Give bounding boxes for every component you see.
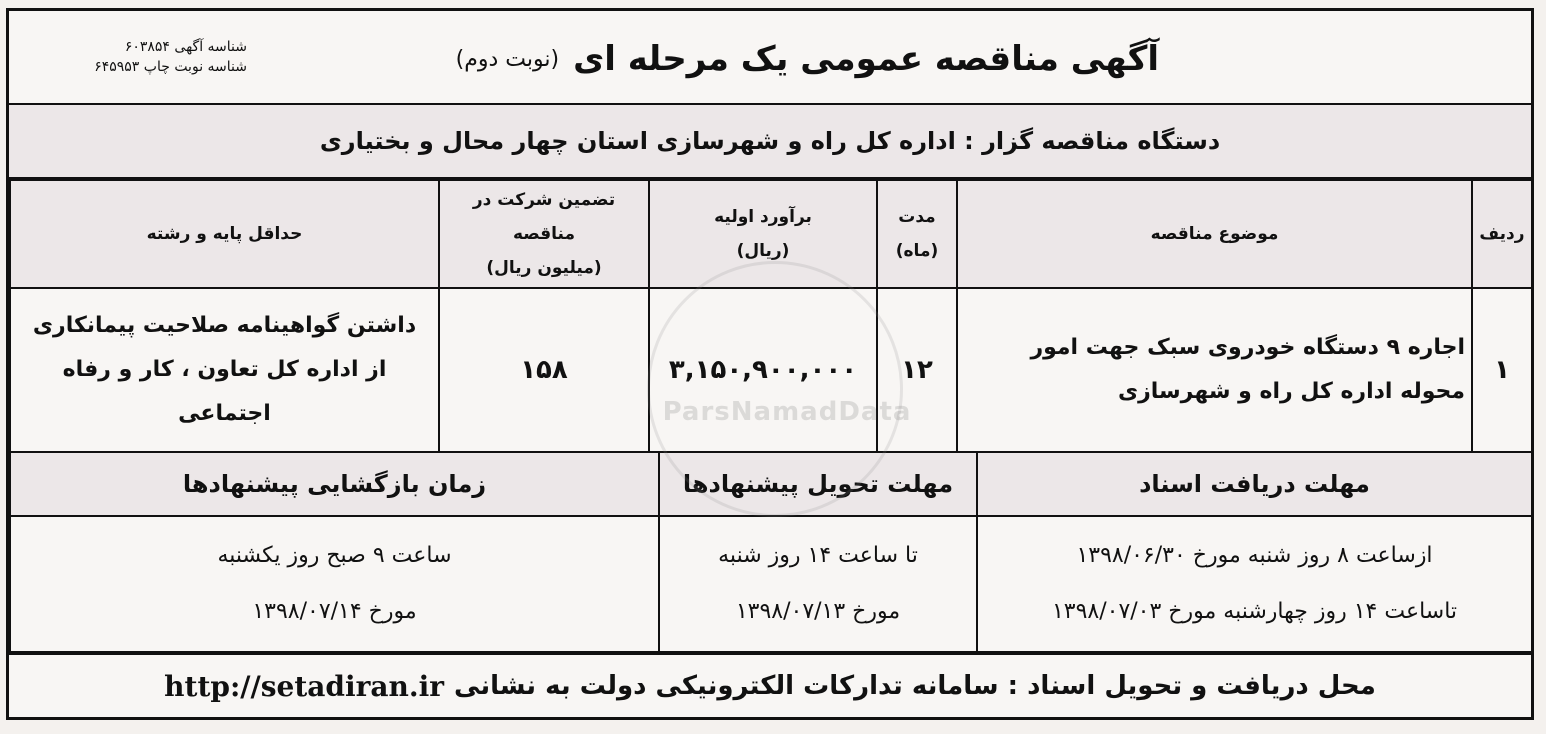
opening-time (10, 516, 659, 652)
row-subject-line-2: محوله اداره کل راه و شهرسازی (1117, 379, 1465, 404)
row-estimate: ۳,۱۵۰,۹۰۰,۰۰۰ (649, 288, 877, 452)
print-id: شناسه نوبت چاپ ۶۴۵۹۵۳ (94, 59, 247, 75)
notice-header (9, 11, 1531, 105)
delivery-deadline (659, 516, 977, 652)
opening-hour: ساعت ۹ صبح روز یکشنبه (217, 543, 452, 568)
footer (9, 653, 1531, 717)
row-number: ۱ (1472, 288, 1532, 452)
header-estimate (649, 180, 877, 288)
receive-from: ازساعت ۸ روز شنبه مورخ ۱۳۹۸/۰۶/۳۰ (1076, 543, 1433, 568)
ad-id: شناسه آگهی ۶۰۳۸۵۴ (124, 39, 247, 55)
notice-round: (نوبت دوم) (455, 46, 560, 72)
header-guarantee-label: تضمین شرکت در مناقصه (472, 190, 616, 244)
header-guarantee (439, 180, 649, 288)
header-estimate-label: برآورد اولیه (714, 207, 812, 227)
opening-time-header: زمان بازگشایی پیشنهادها (10, 452, 659, 516)
tender-notice (6, 8, 1534, 720)
table-header-row (10, 180, 1532, 288)
watermark-brand: ParsNamadData (662, 397, 912, 427)
header-requirement: حداقل پایه و رشته (10, 180, 439, 288)
notice-ids (27, 37, 247, 77)
receive-deadline-header: مهلت دریافت اسناد (977, 452, 1532, 516)
row-duration: ۱۲ (877, 288, 957, 452)
receive-to: تاساعت ۱۴ روز چهارشنبه مورخ ۱۳۹۸/۰۷/۰۳ (1051, 599, 1458, 624)
opening-date: مورخ ۱۳۹۸/۰۷/۱۴ (252, 599, 417, 624)
header-estimate-unit: (ریال) (736, 241, 790, 261)
header-duration-label: مدت (898, 207, 936, 227)
schedule-table (9, 451, 1533, 653)
delivery-deadline-header: مهلت تحویل پیشنهادها (659, 452, 977, 516)
setad-link[interactable]: http://setadiran.ir (164, 669, 445, 703)
header-duration (877, 180, 957, 288)
footer-label: محل دریافت و تحویل اسناد : سامانه تدارکات الکترونیکی دولت به نشانی (454, 671, 1376, 701)
row-requirement-line-1: داشتن گواهینامه صلاحیت پیمانکاری (32, 313, 417, 338)
row-subject (957, 288, 1472, 452)
organizer: دستگاه مناقصه گزار : اداره کل راه و شهرسازی استان چهار محال و بختیاری (9, 105, 1531, 179)
title-block (359, 29, 1159, 89)
schedule-header-row (10, 452, 1532, 516)
delivery-time: تا ساعت ۱۴ روز شنبه (718, 543, 918, 568)
table-row (10, 288, 1532, 452)
row-requirement (10, 288, 439, 452)
notice-title: آگهی مناقصه عمومی یک مرحله ای (573, 39, 1159, 79)
header-guarantee-unit: (میلیون ریال) (486, 258, 602, 278)
row-requirement-line-2: از اداره کل تعاون ، کار و رفاه اجتماعی (62, 357, 387, 426)
header-duration-unit: (ماه) (895, 241, 939, 261)
schedule-values-row (10, 516, 1532, 652)
delivery-date: مورخ ۱۳۹۸/۰۷/۱۳ (735, 599, 901, 624)
tender-table (9, 179, 1533, 453)
receive-deadline (977, 516, 1532, 652)
row-guarantee: ۱۵۸ (439, 288, 649, 452)
header-subject: موضوع مناقصه (957, 180, 1472, 288)
row-subject-line-1: اجاره ۹ دستگاه خودروی سبک جهت امور (1030, 335, 1465, 360)
header-row-number: ردیف (1472, 180, 1532, 288)
